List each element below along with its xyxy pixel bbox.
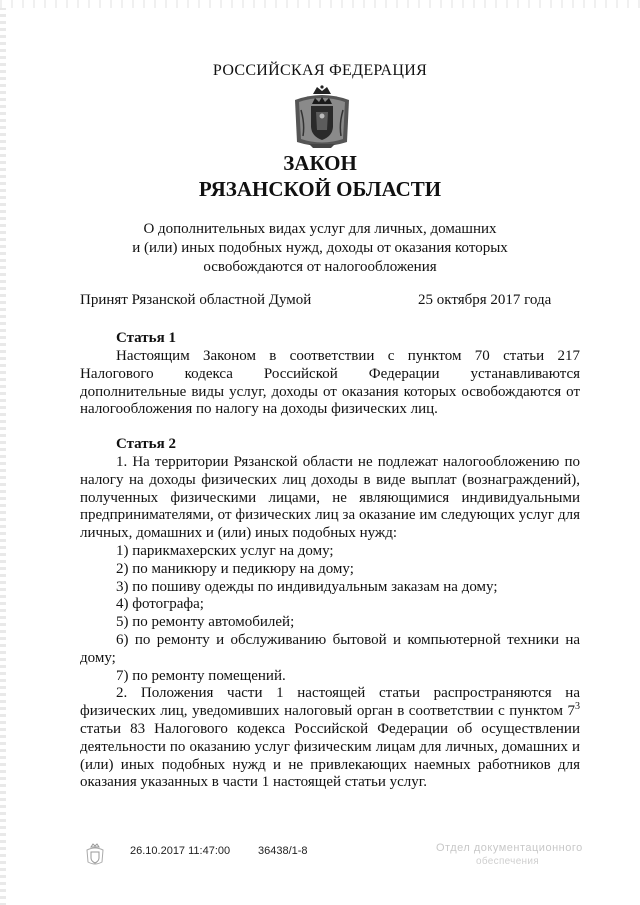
- footer-timestamp: 26.10.2017 11:47:00: [130, 845, 231, 857]
- footer-doc-number: 36438/1-8: [258, 845, 308, 857]
- law-subject: [120, 220, 520, 277]
- part-2-text-b: статьи 83 Налогового кодекса Российской Федерации об осуществлении деятельности по оказанию услуг физическим лицам для личных, домашних и (или) иных подобных нужд и не привлекающих наемных работников для оказания указанных в части 1 настоящей статьи услуг.: [80, 720, 580, 791]
- list-item: 7) по ремонту помещений.: [116, 667, 286, 684]
- list-item: 1) парикмахерских услуг на дому;: [116, 542, 334, 559]
- adopted-by: Принят Рязанской областной Думой: [80, 292, 312, 308]
- article-1-heading: Статья 1: [116, 330, 176, 346]
- article-1-body: [80, 348, 580, 419]
- footer-stamp-line2: обеспечения: [476, 856, 539, 867]
- emblem-icon: [82, 842, 108, 868]
- list-item: 5) по ремонту автомобилей;: [116, 614, 295, 631]
- country-heading: РОССИЙСКАЯ ФЕДЕРАЦИЯ: [212, 62, 428, 79]
- article-1-text: Настоящим Законом в соответствии с пунктом 70 статьи 217 Налогового кодекса Российской Федерации устанавливаются дополнительные виды услуг, доходы от оказания которых освобождаются от налогообложения по налогу на доходы физических лиц.: [80, 348, 580, 418]
- footer-stamp-line1: Отдел документационного: [436, 842, 583, 854]
- article-2-part-1: 1. На территории Рязанской области не подлежат налогообложению по налогу на доходы физических лиц доходы в виде выплат (вознаграждений), полученных физическими лицами, не являющимися индивидуальными предпринимателями, от физических лиц за оказание им следующих услуг для личных, домашних и (или) иных подобных нужд:: [80, 454, 580, 542]
- list-item: 4) фотографа;: [116, 596, 204, 613]
- list-item: 2) по маникюру и педикюру на дому;: [116, 560, 354, 577]
- coat-of-arms-icon: [291, 84, 353, 150]
- law-title-line1: ЗАКОН: [283, 151, 357, 175]
- law-title: [0, 150, 640, 202]
- law-title-line2: РЯЗАНСКОЙ ОБЛАСТИ: [198, 177, 442, 201]
- part-2-text-a: 2. Положения части 1 настоящей статьи распространяются на физических лиц, уведомивших налоговый орган в соответствии с пунктом 7: [80, 685, 580, 720]
- scan-edge: [0, 0, 6, 905]
- part-2-superscript: 3: [575, 701, 580, 713]
- article-2-heading: Статья 2: [116, 436, 176, 452]
- subject-line1: О дополнительных видах услуг для личных, домашних: [143, 221, 497, 237]
- scan-top-edge: [0, 0, 640, 8]
- article-2-part-2: [80, 685, 580, 792]
- article-2-body: [80, 454, 580, 792]
- list-item: 3) по пошиву одежды по индивидуальным заказам на дому;: [116, 578, 498, 595]
- subject-line3: освобождаются от налогообложения: [203, 259, 437, 275]
- subject-line2: и (или) иных подобных нужд, доходы от оказания которых: [132, 240, 508, 256]
- list-item: 6) по ремонту и обслуживанию бытовой и компьютерной техники на дому;: [80, 631, 580, 666]
- adoption-date: 25 октября 2017 года: [418, 292, 552, 308]
